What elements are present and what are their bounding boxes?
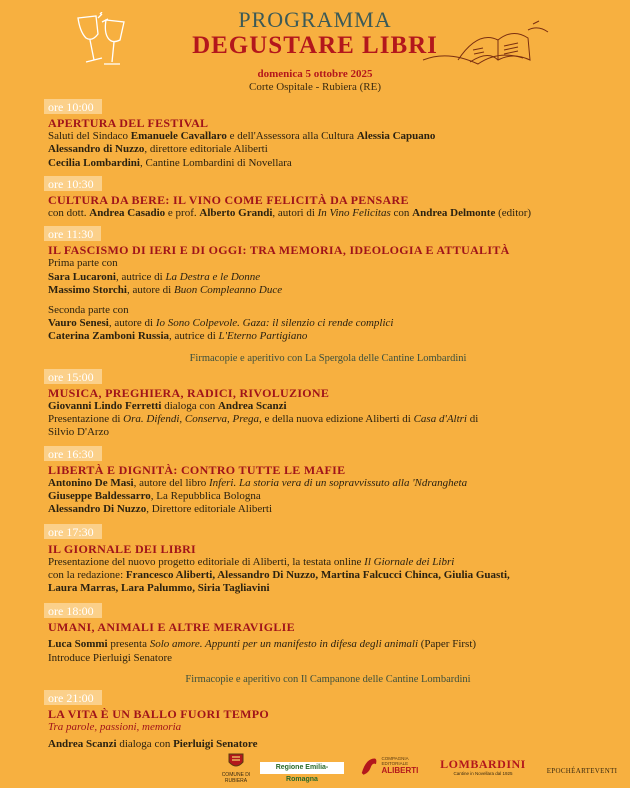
session-line: Prima parte con <box>48 257 118 270</box>
session-line: Alessandro Di Nuzzo, Direttore editoriale Aliberti <box>48 503 273 516</box>
session-line: Sara Lucaroni, autrice di La Destra e le Donne <box>48 270 261 283</box>
session-time: ore 10:30 <box>44 176 102 191</box>
logo-aliberti: COMPAGNIA EDITORIALE ALIBERTI <box>360 752 430 778</box>
session-line: Saluti del Sindaco Emanuele Cavallaro e dell'Assessora alla Cultura Alessia Capuano <box>48 130 436 143</box>
session-line: Presentazione di Ora. Difendi, Conserva, Prega, e della nuova edizione Aliberti di Casa d'Altri di <box>48 413 479 426</box>
session-line: con la redazione: Francesco Aliberti, Alessandro Di Nuzzo, Martina Falcucci Chinca, Giulia Guasti, <box>48 568 510 581</box>
session-line: Andrea Scanzi dialoga con Pierluigi Senatore <box>48 737 258 750</box>
session-title: CULTURA DA BERE: IL VINO COME FELICITÀ DA PENSARE <box>48 193 409 208</box>
session-line: Luca Sommi presenta Solo amore. Appunti per un manifesto in difesa degli animali (Paper First) <box>48 638 477 651</box>
logo-emilia-romagna: Regione Emilia-Romagna <box>260 762 344 774</box>
session-line: Massimo Storchi, autore di Buon Compleanno Duce <box>48 283 283 296</box>
session-line: Cecilia Lombardini, Cantine Lombardini di Novellara <box>48 156 292 169</box>
header <box>0 8 630 94</box>
session-line: Laura Marras, Lara Palummo, Siria Tagliavini <box>48 582 270 595</box>
header-programma: PROGRAMMA <box>238 7 392 32</box>
dragon-icon <box>360 752 379 778</box>
note-aperitivo: Firmacopie e aperitivo con Il Campanone delle Cantine Lombardini <box>185 673 471 685</box>
event-place: Corte Ospitale - Rubiera (RE) <box>249 81 381 93</box>
note-aperitivo: Firmacopie e aperitivo con La Spergola delle Cantine Lombardini <box>189 352 467 364</box>
session-title: IL FASCISMO DI IERI E DI OGGI: TRA MEMORIA, IDEOLOGIA E ATTUALITÀ <box>48 243 510 258</box>
session-time: ore 11:30 <box>44 226 101 241</box>
session-time: ore 10:00 <box>44 99 102 114</box>
session-line: Presentazione del nuovo progetto editoriale di Aliberti, la testata online Il Giornale dei Libri <box>48 555 455 568</box>
session-line: Seconda parte con <box>48 304 129 317</box>
session-time: ore 17:30 <box>44 524 102 539</box>
logo-epoche: EPOCHÉARTEVENTI <box>546 767 618 775</box>
session-title: LA VITA È UN BALLO FUORI TEMPO <box>48 707 270 722</box>
sponsor-logos <box>0 748 630 784</box>
logo-rubiera: COMUNE DI RUBIERA <box>218 752 254 784</box>
event-date: domenica 5 ottobre 2025 <box>257 68 373 80</box>
page-title: DEGUSTARE LIBRI <box>192 32 438 59</box>
session-title: MUSICA, PREGHIERA, RADICI, RIVOLUZIONE <box>48 386 330 401</box>
session-line: Vauro Senesi, autore di Io Sono Colpevole. Gaza: il silenzio ci rende complici <box>48 317 394 330</box>
session-time: ore 21:00 <box>44 690 102 705</box>
session-line: Giuseppe Baldessarro, La Repubblica Bologna <box>48 490 261 503</box>
session-line: Caterina Zamboni Russia, autrice di L'Eterno Partigiano <box>48 330 308 343</box>
session-title: IL GIORNALE DEI LIBRI <box>48 541 197 556</box>
session-time: ore 15:00 <box>44 369 102 384</box>
program-list <box>48 96 608 751</box>
session-line: Antonino De Masi, autore del libro Inferi. La storia vera di un sopravvissuto alla 'Ndrangheta <box>48 476 468 489</box>
session-subtitle: Tra parole, passioni, memoria <box>48 721 182 734</box>
session-title: UMANI, ANIMALI E ALTRE MERAVIGLIE <box>48 620 295 635</box>
session-title: APERTURA DEL FESTIVAL <box>48 116 209 131</box>
coat-of-arms-icon <box>228 752 244 770</box>
session-title: LIBERTÀ E DIGNITÀ: CONTRO TUTTE LE MAFIE <box>48 462 346 477</box>
session-time: ore 16:30 <box>44 446 102 461</box>
logo-lombardini: LOMBARDINI Cantine in Novellara dal 1925 <box>440 757 526 776</box>
session-line: Silvio D'Arzo <box>48 426 109 439</box>
session-line: con dott. Andrea Casadio e prof. Alberto Grandi, autori di In Vino Felicitas con Andrea Delmonte (editor) <box>48 207 532 220</box>
session-line: Giovanni Lindo Ferretti dialoga con Andrea Scanzi <box>48 400 287 413</box>
session-line: Alessandro di Nuzzo, direttore editoriale Aliberti <box>48 143 268 156</box>
session-line: Introduce Pierluigi Senatore <box>48 651 173 664</box>
session-time: ore 18:00 <box>44 603 102 618</box>
